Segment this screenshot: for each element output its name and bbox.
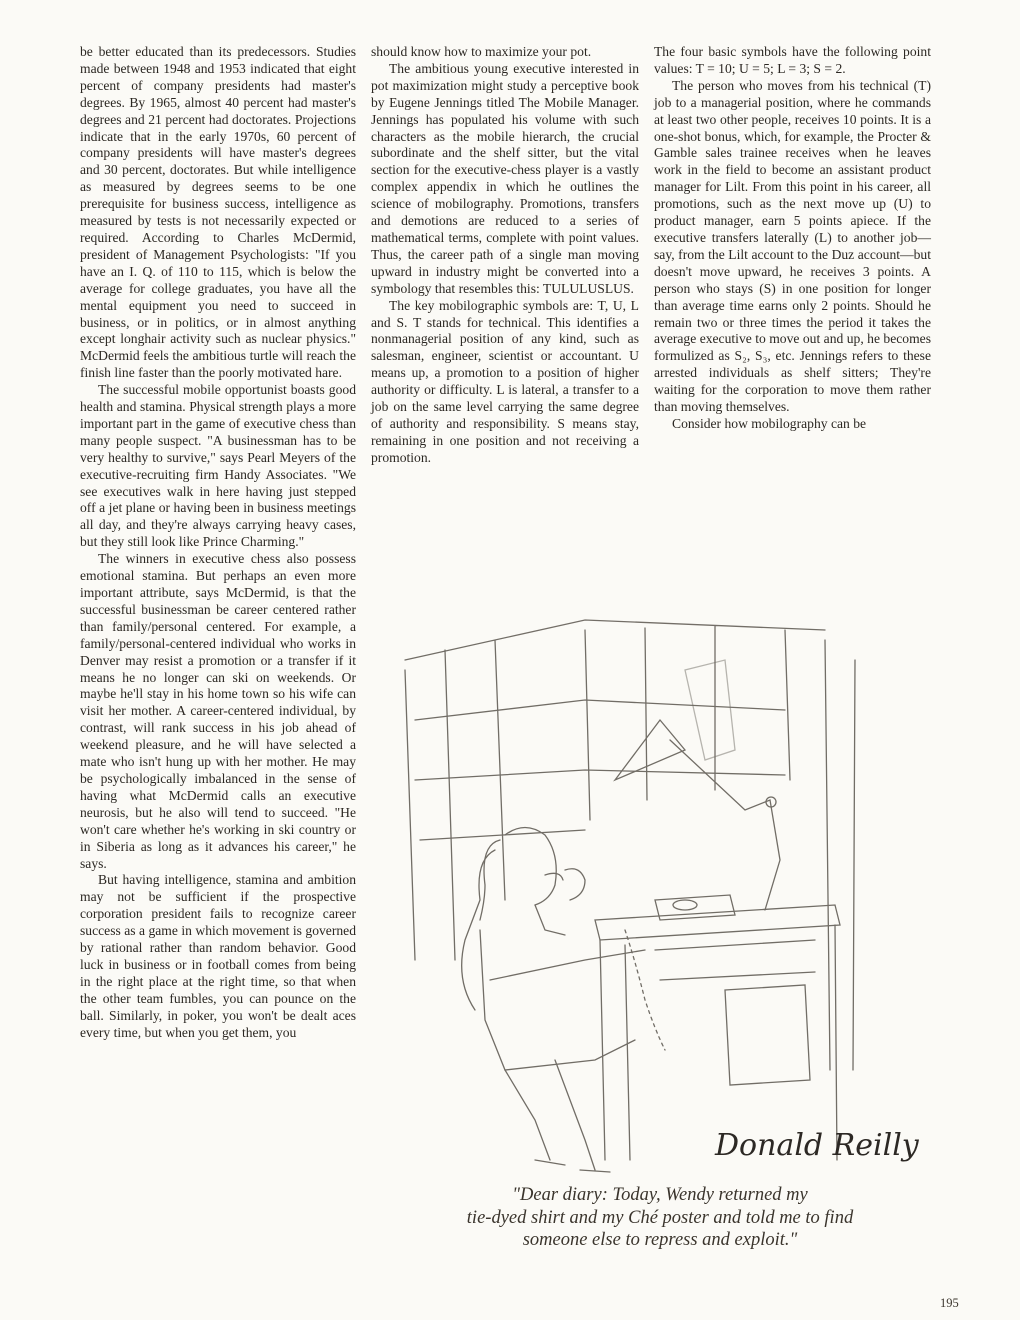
paragraph: But having intelligence, stamina and ambition may not be sufficient if the prospective corporation president fails to recognize career success as a game in which movement is governed by rational rather than random behavior. Good luck in business or in football comes from being in the right place at the right time, so that when the other team fumbles, you can pounce on the ball. Similarly, in poker, you won't be dealt aces every time, but when you get them, you — [80, 872, 356, 1040]
artist-signature — [714, 1128, 920, 1163]
caption-line: "Dear diary: Today, Wendy returned my — [512, 1185, 808, 1205]
article-column-3 — [654, 44, 931, 433]
paragraph: The ambitious young executive interested in pot maximization might study a perceptive book by Eugene Jennings titled The Mobile Manager. Jennings has populated his volume with such characters as the mobile hierarch, the crucial subordinate and the shelf sitter, but the vital section for the executive-chess player is a vastly complex appendix in which he outlines the science of mobilography. Promotions, transfers and demotions are reduced to a series of mathematical terms, complete with point values. Thus, the career path of a single man moving upward in industry might be converted into a symbology that resembles this: TULULUSLUS. — [371, 60, 639, 296]
paragraph: The successful mobile opportunist boasts good health and stamina. Physical strength plays a more important part in the game of executive chess than many people suspect. "A businessman has to be very healthy to survive," says Pearl Meyers of the executive-recruiting firm Handy Associates. "We see executives walk in here having just stepped off a jet plane or having been in business meetings all day, and they're always carrying heavy cases, but they still look like Prince Charming." — [80, 382, 356, 550]
signature-text: Donald Reilly — [715, 1128, 919, 1163]
cartoon-caption — [385, 1184, 935, 1252]
cartoon-illustration — [385, 600, 935, 1163]
article-column-1 — [80, 44, 356, 1041]
paragraph: The key mobilographic symbols are: T, U, L and S. T stands for technical. This identifies a nonmanagerial position of any kind, such as salesman, engineer, scientist or accountant. U means up, a promotion to a position of higher authority or difficulty. L is lateral, a transfer to a job on the same level carrying the same degree of authority and responsibility. S means stay, remaining in one position and not receiving a promotion. — [371, 297, 639, 465]
paragraph: The winners in executive chess also possess emotional stamina. But perhaps an even more important attribute, says McDermid, is that the successful businessman be career centered rather than family/personal centered. For example, a family/personal-centered individual who works in Denver may resist a promotion or a transfer if it means he no longer can ski on weekends. Or maybe he'll stay in his home town so his wife can visit her mother. A career-centered individual, by contrast, will rank success in his job ahead of weekend pleasure, and he will have selected a mate who isn't hung up with her mother. He may be psychologically imbalanced in the sense of having what McDermid calls an executive neurosis, but he also will tend to succeed. "He won't care whether he's working in ski country or in Siberia as long as it advances his career," he says. — [80, 551, 356, 871]
caption-line: someone else to repress and exploit." — [522, 1230, 798, 1250]
paragraph: The four basic symbols have the following point values: T = 10; U = 5; L = 3; S = 2. — [654, 44, 931, 76]
paragraph: should know how to maximize your pot. — [371, 44, 592, 59]
page-number: 195 — [940, 1296, 959, 1310]
article-column-2 — [371, 44, 639, 467]
caption-line: tie-dyed shirt and my Ché poster and told me to find — [466, 1207, 854, 1228]
paragraph: Consider how mobilography can be — [672, 415, 867, 431]
paragraph: be better educated than its predecessors. Studies made between 1948 and 1953 indicated that eight percent of company presidents had master's degrees. By 1965, almost 40 percent had master's degrees and 21 percent had doctorates. Projections indicate that in the early 1970s, 60 percent of company presidents will have master's degrees and 30 percent, doctorates. But while intelligence as measured by degrees seems to be one prerequisite for business success, intelligence as measured by tests is not necessarily expected or required. According to Charles McDermid, president of Management Psychologists: "If you have an I. Q. of 110 to 115, which is below the average for college graduates, you have all the mental equipment you need to succeed in business, or in politics, or in almost anything except longhair activity such as nuclear physics." McDermid feels the ambitious turtle will reach the finish line faster than the poorly motivated hare. — [80, 44, 356, 381]
paragraph: The person who moves from his technical (T) job to a managerial position, where he commands at least two other people, receives 10 points. It is a one-shot bonus, which, for example, the Procter & Gamble sales trainee receives when he leaves work in the field to become an assistant product manager for Lilt. From this point in his career, all promotions, such as the next move up (U) to product manager, earn 5 points apiece. If the executive transfers laterally (L) to another job—say, from the Lilt account to the Duz account—but doesn't move upward, he receives 3 points. A person who stays (S) in one position for longer than average time earns only 2 points. Should he remain two or three times the period it takes the average executive to move out and up, he becomes formulized as S₂, S₃, etc. Jennings refers to these arrested individuals as shelf sitters; They're waiting for the corporation to move them rather than moving themselves. — [654, 77, 931, 415]
cartoon-drawing — [385, 600, 935, 1190]
